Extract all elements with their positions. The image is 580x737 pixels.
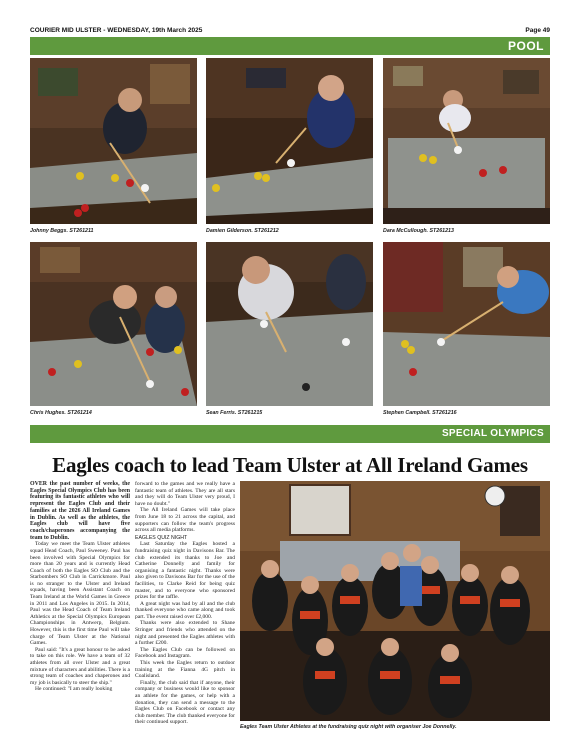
section-bar-pool: POOL — [30, 37, 550, 55]
article-paragraph: A great night was had by all and the club thanked everyone who came along and took part. The event raised over £2,000. — [135, 600, 235, 620]
photo-pool-player-5 — [206, 242, 373, 406]
article-paragraph: He continued: "I am really looking — [35, 686, 113, 693]
group-photo-caption: Eagles Team Ulster Athletes at the fundraising quiz night with organiser Joe Donnelly. — [240, 724, 457, 730]
article-column-1 — [30, 481, 130, 693]
photo-caption: Damien Gilderson. ST261212 — [206, 228, 279, 234]
section-bar-special-olympics: SPECIAL OLYMPICS — [30, 425, 550, 443]
page-header — [30, 27, 550, 37]
photo-caption: Sean Ferris. ST261215 — [206, 410, 263, 416]
article-paragraph: Thanks were also extended to Shane Stringer and friends who attended on the night and presented the Eagles athletes with a further £200. — [135, 620, 235, 647]
photo-caption: Dara McCullough. ST261213 — [383, 228, 454, 234]
article-column-2 — [135, 481, 235, 726]
article-paragraph: Finally, the club said that if anyone, their company or business would like to sponsor an athlete for the games, or help with a donation, they can send a message to the Eagles Club on Facebook or contact any club member. The club thanked everyone for their continued support. — [135, 679, 235, 726]
page-number: Page 49 — [525, 27, 550, 34]
article-paragraph: Paul said: "It's a great honour to be asked to take on this role. We have a team of 32 athletes from all over Ulster and a great mixture of characters and abilities. There is a strong team of coaches and chaperones and my job is basically to steer the ship." — [30, 646, 131, 686]
photo-caption: Chris Hughes. ST261214 — [30, 410, 92, 416]
quiz-night-subheading: EAGLES QUIZ NIGHT — [135, 534, 188, 541]
article-paragraph: This week the Eagles return to outdoor training at the Fianna 4G pitch in Coalisland. — [135, 660, 235, 680]
photo-caption: Stephen Campbell. ST261216 — [383, 410, 457, 416]
newspaper-dateline: COURIER MID ULSTER - WEDNESDAY, 19th March 2025 — [30, 27, 203, 34]
photo-pool-player-6 — [383, 242, 550, 406]
photo-eagles-team-group — [240, 481, 550, 721]
article-lead: OVER the past number of weeks, the Eagles Special Olympics Club has been featuring its fantastic athletes who will represent the Eagles Club and their families at the 2026 All Ireland Games in Dublin. As well as the athletes, the Eagles club will have five coach/chaperones accompanying the team to Dublin. — [30, 481, 130, 541]
article-paragraph: The Eagles Club can be followed on Facebook and Instagram. — [135, 646, 235, 660]
photo-pool-player-1 — [30, 58, 197, 224]
photo-caption: Johnny Beggs. ST261211 — [30, 228, 94, 234]
photo-pool-player-2 — [206, 58, 373, 224]
article-headline: Eagles coach to lead Team Ulster at All Ireland Games — [52, 453, 528, 477]
article-paragraph: forward to the games and we really have a fantastic team of athletes. They are all stars and they will do Team Ulster very proud, I have no doubt." — [135, 481, 235, 507]
article-paragraph: Last Saturday the Eagles hosted a fundraising quiz night in Davisons Bar. The club extended its thanks to Joe and Catherine Donnelly and family for organising a fantastic night. Thanks were also given to Davisons Bar for the use of the facilities, to Clarke Reid for being quiz master, and to everyone who sponsored prizes for the raffle. — [135, 541, 235, 601]
article-paragraph: The All Ireland Games will take place from June 18 to 21 across the capital, and supporters can follow the team's progress across all media platforms. — [135, 507, 235, 534]
photo-pool-player-4 — [30, 242, 197, 406]
article-paragraph: Today we meet the Team Ulster athletes squad Head Coach, Paul Sweeney. Paul has been involved with Special Olympics for more than 20 years and is currently Head Coach of both the Eagles SO Club and the Starbombers SO Club in Carrickmore. Paul is no stranger to the Ulster and Ireland squads, having been Assistant Coach on Team Ireland at the World Games in Greece in 2011 and Los Angeles in 2015. In 2014, Paul was the Head Coach of Team Ireland Athletics at the Special Olympics European Championships in Antwerp, Belgium. However, this is the first time Paul will take charge of Team Ulster at the National Games. — [30, 541, 130, 647]
photo-pool-player-3 — [383, 58, 550, 224]
